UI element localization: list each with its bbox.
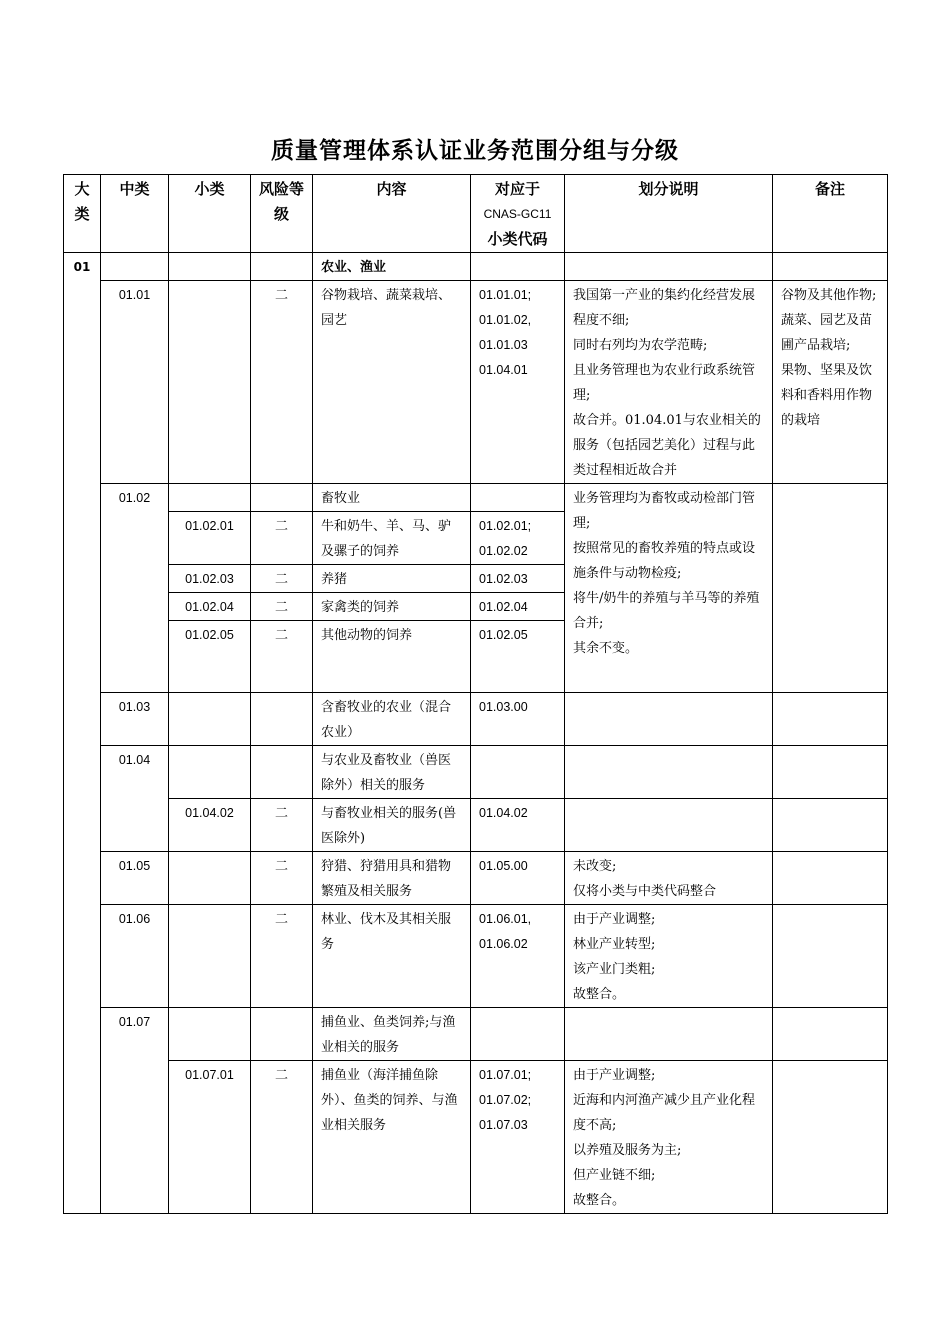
table-cell: [169, 746, 251, 799]
explain-line: 由于产业调整;: [573, 912, 656, 927]
header-remark: 备注: [773, 175, 888, 253]
explain-line: 故合并。01.04.01与农业相关的服务（包括园艺美化）过程与此类过程相近故合并: [573, 413, 761, 478]
risk-cell: 二: [251, 281, 313, 484]
header-gc11: [471, 175, 565, 253]
header-risk: 风险等级: [251, 175, 313, 253]
explain-cell: [565, 1061, 773, 1214]
codes-cell: [471, 281, 565, 484]
content-cell: 捕鱼业、鱼类饲养;与渔业相关的服务: [313, 1008, 471, 1061]
content-cell: 养猪: [313, 565, 471, 593]
table-cell: [251, 484, 313, 512]
table-cell: [251, 1008, 313, 1061]
header-gc11-line1: 对应于: [494, 180, 540, 198]
remark-line: 谷物及其他作物;: [781, 288, 877, 303]
explain-cell: [565, 905, 773, 1008]
remark-line: 蔬菜、园艺及苗圃产品栽培;: [781, 313, 873, 353]
table-cell: [773, 799, 888, 852]
codes-cell: [471, 512, 565, 565]
table-cell: [471, 484, 565, 512]
risk-cell: 二: [251, 512, 313, 565]
header-explain: 划分说明: [565, 175, 773, 253]
content-cell: 谷物栽培、蔬菜栽培、园艺: [313, 281, 471, 484]
codes-cell: [471, 1061, 565, 1214]
content-cell: 家禽类的饲养: [313, 593, 471, 621]
table-row: [64, 799, 888, 852]
code-line: 01.04.01: [479, 363, 528, 377]
code-line: 01.07.01;: [479, 1068, 532, 1082]
scope-table: [63, 174, 888, 1214]
explain-line: 以养殖及服务为主;: [573, 1143, 682, 1158]
table-row: [64, 1008, 888, 1061]
code-line: 01.07.02;: [479, 1093, 532, 1107]
zhonglei-cell: 01.05: [101, 852, 169, 905]
table-cell: [471, 1008, 565, 1061]
table-cell: [169, 693, 251, 746]
table-cell: [251, 693, 313, 746]
codes-cell: 01.02.03: [471, 565, 565, 593]
explain-cell: [565, 484, 773, 693]
table-row: [64, 693, 888, 746]
table-cell: [773, 746, 888, 799]
zhonglei-cell: 01.01: [101, 281, 169, 484]
table-cell: [101, 253, 169, 281]
explain-line: 仅将小类与中类代码整合: [573, 884, 717, 899]
xiaolei-cell: 01.04.02: [169, 799, 251, 852]
header-dalei: 大类: [64, 175, 101, 253]
content-cell: 狩猎、狩猎用具和猎物繁殖及相关服务: [313, 852, 471, 905]
codes-cell: 01.05.00: [471, 852, 565, 905]
table-cell: [565, 253, 773, 281]
explain-line: 但产业链不细;: [573, 1168, 656, 1183]
xiaolei-cell: 01.02.05: [169, 621, 251, 693]
header-zhonglei: 中类: [101, 175, 169, 253]
explain-line: 且业务管理也为农业行政系统管理;: [573, 363, 756, 403]
dalei-name-cell: 农业、渔业: [313, 253, 471, 281]
content-cell: 与农业及畜牧业（兽医除外）相关的服务: [313, 746, 471, 799]
table-cell: [773, 253, 888, 281]
table-cell: [169, 1008, 251, 1061]
codes-cell: 01.03.00: [471, 693, 565, 746]
explain-line: 按照常见的畜牧养殖的特点或设施条件与动物检疫;: [573, 541, 756, 581]
risk-cell: 二: [251, 852, 313, 905]
content-cell: 林业、伐木及其相关服务: [313, 905, 471, 1008]
explain-line: 业务管理均为畜牧或动检部门管理;: [573, 491, 756, 531]
content-cell: 牛和奶牛、羊、马、驴及骡子的饲养: [313, 512, 471, 565]
xiaolei-cell: 01.02.04: [169, 593, 251, 621]
table-cell: [565, 746, 773, 799]
table-cell: [169, 253, 251, 281]
explain-line: 由于产业调整;: [573, 1068, 656, 1083]
risk-cell: 二: [251, 905, 313, 1008]
explain-line: 未改变;: [573, 859, 617, 874]
table-cell: [169, 281, 251, 484]
codes-cell: 01.02.05: [471, 621, 565, 693]
risk-cell: 二: [251, 1061, 313, 1214]
code-line: 01.06.02: [479, 937, 528, 951]
explain-line: 故整合。: [573, 1193, 626, 1208]
table-row: [64, 253, 888, 281]
explain-line: 林业产业转型;: [573, 937, 656, 952]
header-xiaolei: 小类: [169, 175, 251, 253]
zhonglei-cell: 01.03: [101, 693, 169, 746]
content-cell: 畜牧业: [313, 484, 471, 512]
content-cell: 含畜牧业的农业（混合农业）: [313, 693, 471, 746]
table-row: [64, 281, 888, 484]
content-cell: 捕鱼业（海洋捕鱼除外）、鱼类的饲养、与渔业相关服务: [313, 1061, 471, 1214]
table-row: [64, 1061, 888, 1214]
explain-line: 将牛/奶牛的养殖与羊马等的养殖合并;: [573, 591, 760, 631]
header-row: [64, 175, 888, 253]
zhonglei-cell: 01.04: [101, 746, 169, 852]
explain-cell: [565, 852, 773, 905]
code-line: 01.02.02: [479, 544, 528, 558]
table-cell: [471, 746, 565, 799]
table-row: [64, 746, 888, 799]
table-row: [64, 484, 888, 512]
explain-line: 故整合。: [573, 987, 626, 1002]
xiaolei-cell: 01.07.01: [169, 1061, 251, 1214]
risk-cell: 二: [251, 799, 313, 852]
explain-line: 我国第一产业的集约化经营发展程度不细;: [573, 288, 756, 328]
remark-cell: [773, 484, 888, 693]
zhonglei-cell: 01.06: [101, 905, 169, 1008]
table-cell: [169, 484, 251, 512]
explain-line: 近海和内河渔产减少且产业化程度不高;: [573, 1093, 756, 1133]
remark-cell: [773, 281, 888, 484]
risk-cell: 二: [251, 621, 313, 693]
zhonglei-cell: 01.02: [101, 484, 169, 693]
header-content: 内容: [313, 175, 471, 253]
xiaolei-cell: 01.02.03: [169, 565, 251, 593]
explain-line: 该产业门类粗;: [573, 962, 656, 977]
table-cell: [565, 799, 773, 852]
table-cell: [565, 693, 773, 746]
explain-line: 同时右列均为农学范畴;: [573, 338, 708, 353]
content-cell: 其他动物的饲养: [313, 621, 471, 693]
risk-cell: 二: [251, 593, 313, 621]
table-cell: [565, 1008, 773, 1061]
code-line: 01.01.03: [479, 338, 528, 352]
table-cell: [169, 905, 251, 1008]
table-cell: [471, 253, 565, 281]
header-gc11-line3: 小类代码: [487, 230, 548, 248]
explain-cell: [565, 281, 773, 484]
codes-cell: [471, 905, 565, 1008]
code-line: 01.01.02,: [479, 313, 532, 327]
table-cell: [773, 1008, 888, 1061]
dalei-code-cell: 01: [64, 253, 101, 1214]
table-cell: [773, 1061, 888, 1214]
table-row: [64, 905, 888, 1008]
code-line: 01.02.01;: [479, 519, 532, 533]
zhonglei-cell: 01.07: [101, 1008, 169, 1214]
header-gc11-line2: CNAS-GC11: [483, 207, 552, 221]
codes-cell: 01.04.02: [471, 799, 565, 852]
table-cell: [169, 852, 251, 905]
codes-cell: 01.02.04: [471, 593, 565, 621]
content-cell: 与畜牧业相关的服务(兽医除外): [313, 799, 471, 852]
code-line: 01.07.03: [479, 1118, 528, 1132]
remark-line: 果物、坚果及饮料和香料用作物的栽培: [781, 363, 873, 428]
explain-line: 其余不变。: [573, 641, 639, 656]
code-line: 01.01.01;: [479, 288, 532, 302]
table-cell: [251, 746, 313, 799]
risk-cell: 二: [251, 565, 313, 593]
table-cell: [251, 253, 313, 281]
code-line: 01.06.01,: [479, 912, 532, 926]
table-cell: [773, 905, 888, 1008]
table-cell: [773, 693, 888, 746]
xiaolei-cell: 01.02.01: [169, 512, 251, 565]
document-title: 质量管理体系认证业务范围分组与分级: [271, 138, 679, 164]
table-cell: [773, 852, 888, 905]
table-row: [64, 852, 888, 905]
